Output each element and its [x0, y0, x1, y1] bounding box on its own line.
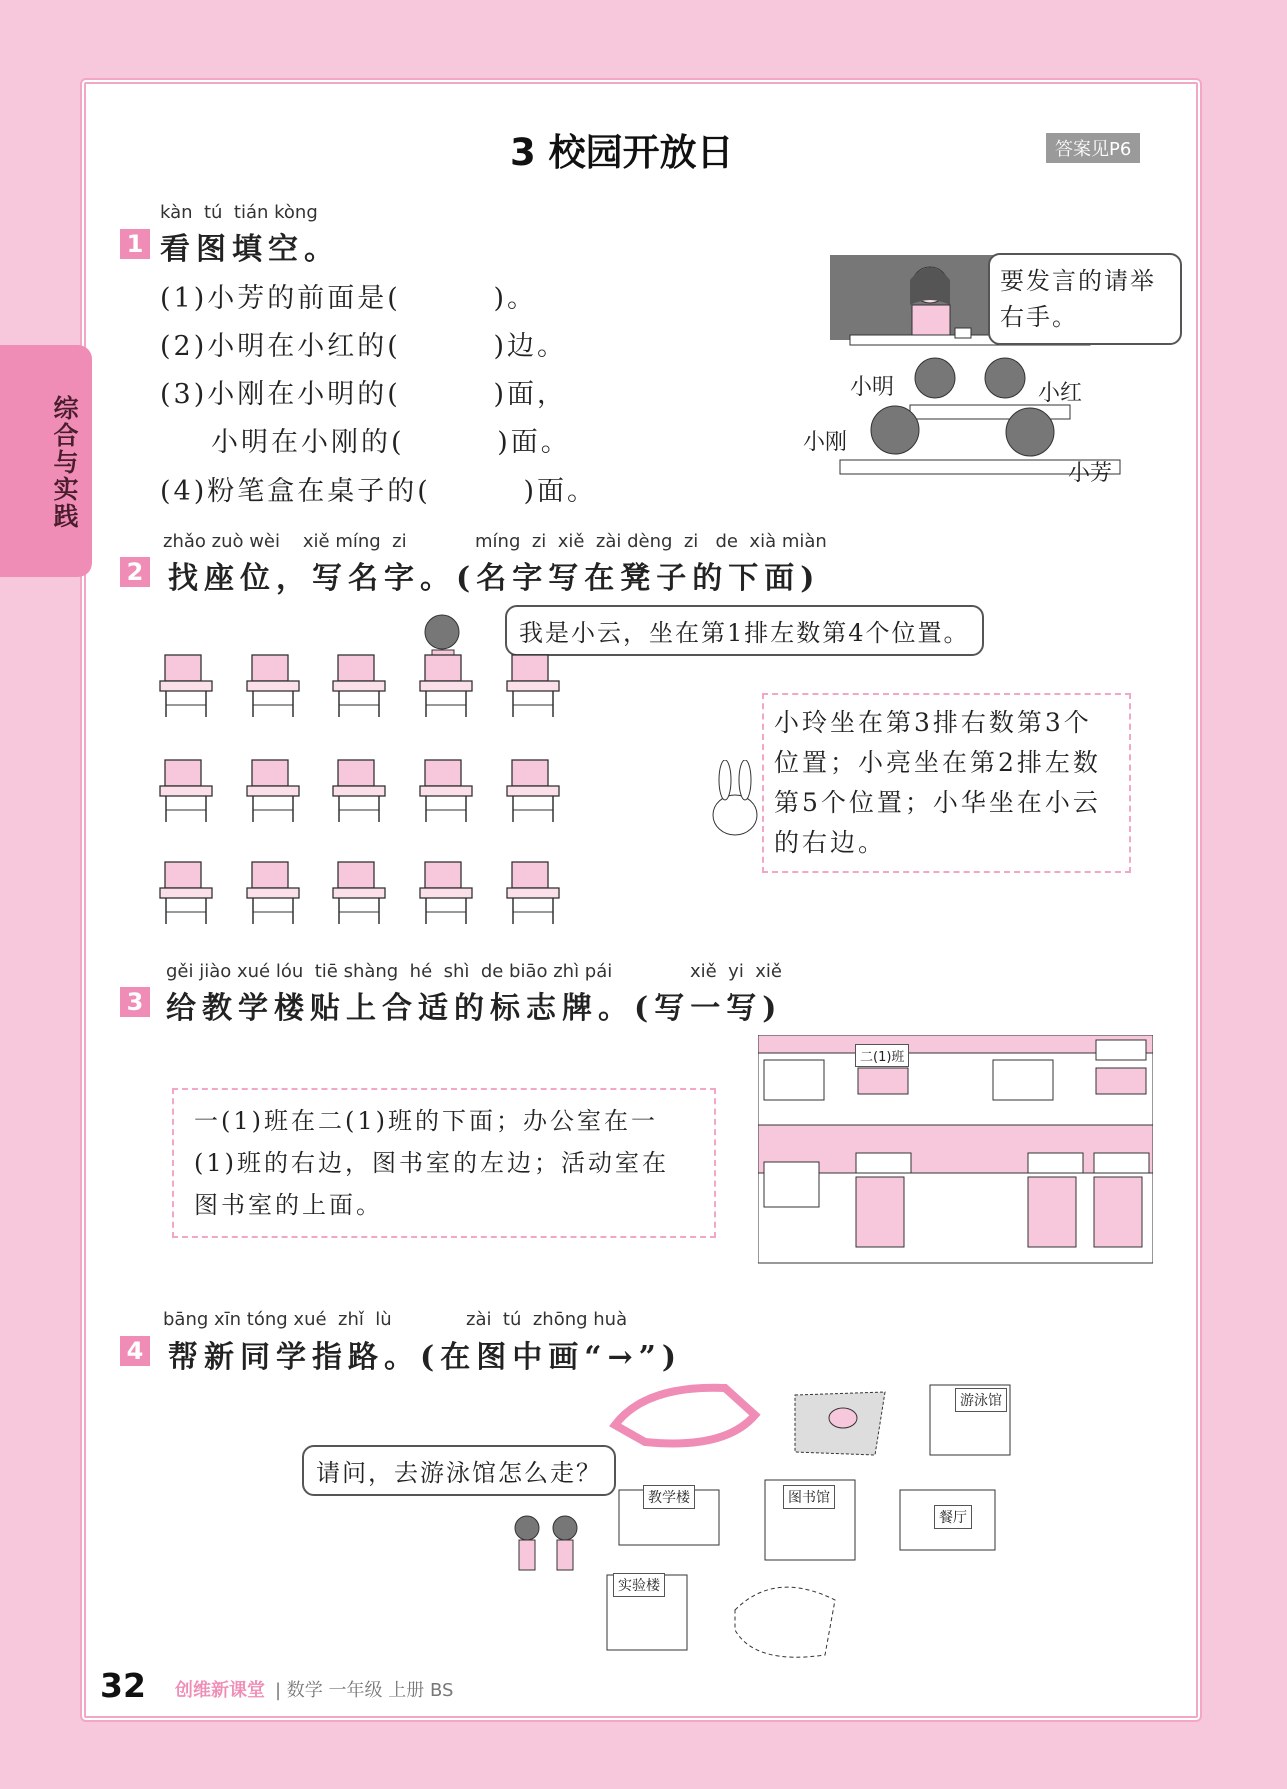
q4-pinyin-left: bāng xīn tóng xué zhǐ lù: [163, 1309, 392, 1330]
label-xiaoming: 小明: [850, 375, 895, 400]
label-xiaogang: 小刚: [803, 430, 848, 455]
seat[interactable]: [247, 862, 299, 924]
label-canteen: 餐厅: [934, 1505, 972, 1529]
side-tab-label: 综合与实践: [50, 395, 79, 530]
seat[interactable]: [420, 862, 472, 924]
blank-sign[interactable]: [856, 1153, 911, 1173]
label-xiaofang: 小芳: [1068, 461, 1113, 486]
q2-number: 2: [120, 557, 150, 587]
direction-speech-bubble: 请问，去游泳馆怎么走？: [302, 1445, 616, 1496]
q1-item-1: (1)小芳的前面是( )。: [160, 283, 537, 314]
q3-clue-box: 一(1)班在二(1)班的下面；办公室在一(1)班的右边，图书室的左边；活动室在图书室的上面。: [172, 1088, 716, 1238]
label-library: 图书馆: [783, 1485, 835, 1509]
q3-title: 给教学楼贴上合适的标志牌。(写一写): [166, 991, 783, 1026]
chalk-box: [955, 328, 971, 338]
xiaofang-head: [1006, 408, 1054, 456]
q1-item-4: (4)粉笔盒在桌子的( )面。: [160, 476, 597, 507]
new-students-figure: [505, 1510, 585, 1580]
teacher-body: [912, 305, 950, 337]
blank-sign[interactable]: [1094, 1153, 1149, 1173]
xiaoyun-head: [425, 615, 459, 649]
side-tab: [0, 345, 92, 577]
seat[interactable]: [160, 862, 212, 924]
q1-item-2: (2)小明在小红的( )边。: [160, 331, 567, 362]
xiaoyun-speech-bubble: 我是小云，坐在第1排左数第4个位置。: [505, 605, 984, 656]
sign-class-2-1: 二(1)班: [855, 1044, 909, 1067]
q2-clue-box: 小玲坐在第3排右数第3个位置；小亮坐在第2排左数第5个位置；小华坐在小云的右边。: [762, 693, 1131, 873]
answer-reference: 答案见P6: [1046, 133, 1140, 163]
running-track: [615, 1388, 755, 1444]
seat-row-2: [160, 760, 559, 822]
label-teaching-building: 教学楼: [643, 1485, 695, 1509]
page-title: 3 校园开放日: [510, 131, 734, 174]
page-number: 32: [100, 1666, 146, 1705]
q3-number: 3: [120, 987, 150, 1017]
q1-number: 1: [120, 229, 150, 259]
blank-sign[interactable]: [1028, 1153, 1083, 1173]
blank-sign[interactable]: [1096, 1040, 1146, 1060]
seat[interactable]: [160, 655, 212, 717]
q1-item-3b: 小明在小刚的( )面。: [211, 427, 571, 458]
q1-title: 看图填空。: [160, 232, 340, 267]
q2-title: 找座位，写名字。(名字写在凳子的下面): [168, 561, 821, 596]
xiaogang-head: [871, 406, 919, 454]
xiaoming-head: [915, 358, 955, 398]
q2-pinyin-left: zhǎo zuò wèi xiě míng zi: [163, 531, 407, 552]
rabbit-icon: [700, 760, 770, 855]
seat[interactable]: [333, 760, 385, 822]
footer-brand: 创维新课堂: [175, 1680, 265, 1701]
teaching-building: [758, 1035, 1153, 1265]
seat[interactable]: [507, 862, 559, 924]
seat[interactable]: [420, 655, 472, 717]
pavilion-garden: [735, 1587, 835, 1657]
label-swimming-hall: 游泳馆: [955, 1388, 1007, 1412]
q4-title: 帮新同学指路。(在图中画“→”): [168, 1340, 683, 1375]
q1-item-3: (3)小刚在小明的( )面，: [160, 379, 567, 410]
seat[interactable]: [160, 760, 212, 822]
q4-pinyin-right: zài tú zhōng huà: [466, 1309, 628, 1330]
q2-pinyin-right: míng zi xiě zài dèng zi de xià miàn: [475, 531, 827, 552]
seat[interactable]: [247, 655, 299, 717]
campus-map: [605, 1380, 1025, 1680]
label-xiaohong: 小红: [1038, 381, 1083, 406]
seat[interactable]: [507, 760, 559, 822]
seat[interactable]: [507, 655, 559, 717]
seat[interactable]: [420, 760, 472, 822]
q1-pinyin: kàn tú tián kòng: [160, 202, 318, 223]
seat[interactable]: [333, 862, 385, 924]
label-lab-building: 实验楼: [613, 1573, 665, 1597]
q3-pinyin-left: gěi jiào xué lóu tiē shàng hé shì de biāo zhì pái: [166, 961, 613, 982]
seat-row-1: [160, 655, 559, 717]
q4-number: 4: [120, 1336, 150, 1366]
seat[interactable]: [333, 655, 385, 717]
footer-info: | 数学 一年级 上册 BS: [275, 1680, 454, 1701]
seat-grid: [155, 650, 575, 930]
seat[interactable]: [247, 760, 299, 822]
seat-row-3: [160, 862, 559, 924]
teacher-speech-bubble: 要发言的请举右手。: [988, 253, 1182, 345]
xiaohong-head: [985, 358, 1025, 398]
q3-pinyin-right: xiě yi xiě: [690, 961, 782, 982]
